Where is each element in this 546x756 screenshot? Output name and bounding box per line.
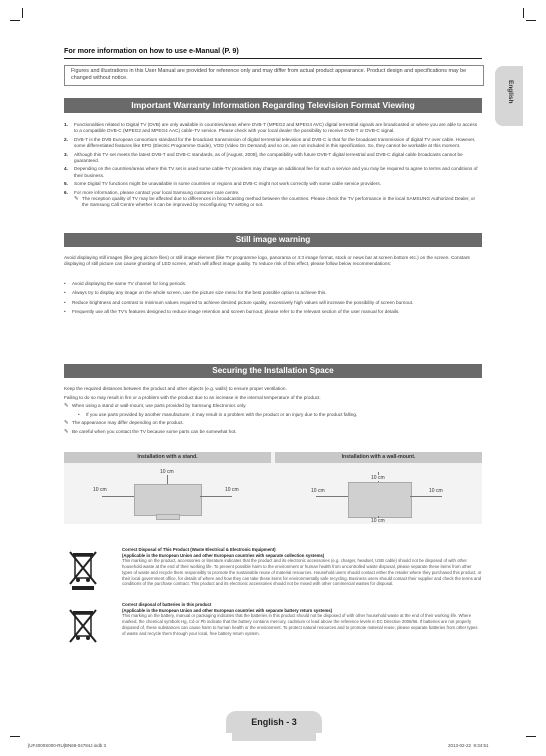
list-item bbox=[64, 181, 482, 187]
page-number-tab-base bbox=[232, 733, 316, 741]
item-number: 1. bbox=[64, 122, 68, 127]
item-number: 3. bbox=[64, 151, 68, 157]
list-item bbox=[64, 137, 482, 150]
dimension-label: 10 cm bbox=[429, 488, 443, 494]
installation-line: Keep the required distances between the product and other objects (e.g. walls) to ensure proper ventilation. bbox=[64, 386, 287, 391]
page-number-tab: English - 3 bbox=[226, 711, 322, 733]
note-text: The appearance may differ depending on the product. bbox=[72, 420, 184, 426]
battery-title: Correct disposal of batteries in this product bbox=[122, 602, 212, 607]
subnote-text: If you use parts provided by another manufacturer, it may result in a problem with the product or an injury due to the product falling. bbox=[86, 411, 358, 417]
language-tab-label: English bbox=[507, 80, 514, 104]
crop-mark bbox=[526, 736, 536, 737]
note-pencil-icon: ✎ bbox=[74, 195, 79, 202]
emanual-heading: For more information on how to use e-Manual (P. 9) bbox=[64, 46, 239, 55]
item-number: 6. bbox=[64, 189, 68, 195]
disclaimer-box: Figures and illustrations in this User Manual are provided for reference only and may differ from actual product appearance. Product design and specifications may be changed without notice. bbox=[64, 65, 484, 86]
battery-subtitle: (Applicable in the European Union and other European countries with separate battery return systems) bbox=[122, 607, 333, 613]
dimension-label: 10 cm bbox=[160, 469, 174, 475]
dimension-label: 10 cm bbox=[371, 475, 385, 481]
bullet-text: Frequently use all the TV's features designed to reduce image retention and screen burnout; please refer to the relevant section of the user manual for details. bbox=[72, 308, 400, 314]
item-text: Functionalities related to Digital TV (DVB) are only available in countries/areas where DVB-T (MPEG2 and MPEG4 AVC) digital terrestrial signals are broadcasted or where you are able to access to a compatible DVB-C (MPEG2 and MPEG4 AAC) cable-TV service. Please check with your local dealer the possibility to receive DVB-T or DVB-C signal. bbox=[74, 122, 478, 134]
item-number: 4. bbox=[64, 166, 68, 172]
tv-on-stand-illustration bbox=[134, 484, 202, 516]
bullet-icon: • bbox=[64, 308, 66, 314]
dimension-label: 10 cm bbox=[371, 518, 385, 524]
installation-diagram bbox=[64, 452, 482, 524]
heading-rule bbox=[64, 58, 482, 59]
list-item bbox=[64, 290, 482, 296]
dimension-arrow bbox=[316, 496, 348, 497]
bullet-icon: • bbox=[78, 411, 80, 417]
item-text: Some Digital TV functions might be unavailable in some countries or regions and DVB-C might not work correctly with some cable service providers. bbox=[74, 181, 382, 187]
list-item bbox=[64, 281, 482, 287]
print-slug-right: 2013-02-22 9:34:51 bbox=[448, 743, 489, 748]
dimension-label: 10 cm bbox=[225, 487, 239, 493]
dimension-arrow bbox=[102, 496, 134, 497]
stand-label: Installation with a stand. bbox=[64, 452, 271, 463]
print-slug-left: [UF4000S000-RU]BN68-04784J.indb 3 bbox=[28, 743, 107, 748]
still-image-title: Still image warning bbox=[64, 233, 482, 247]
dimension-arrow bbox=[167, 474, 168, 484]
bullet-icon: • bbox=[64, 290, 66, 296]
note-text: The reception quality of TV may be affected due to differences in broadcasting method between the countries. Please check the TV performance in the local SAMSUNG Authorized Dealer, or the Samsung Call Centre whether it can be improved by reconfiguring TV setting or not. bbox=[82, 195, 476, 208]
bullet-text: Reduce brightness and contrast to minimum values required to achieve desired picture quality, excessively high values will increase the possibility of screen burnout. bbox=[72, 299, 414, 305]
weee-body: This marking on the product, accessories or literature indicates that the product and its electronic accessories (e.g. charger, headset, USB cable) should not be disposed of with other household waste at the end of their working life. To prevent possible harm to the environment or human health from uncontrolled waste disposal, please separate these items from other types of waste and recycle them responsibly to promote the sustainable reuse of material resources. Household users should contact either the retailer where they purchased this product, or their local government office, for details of where and how they can take these items for environmentally safe recycling. Business users should contact their supplier and check the terms and conditions of the purchase contract. This product and its electronic accessories should not be mixed with other commercial wastes for disposal. bbox=[122, 558, 482, 587]
crop-mark bbox=[526, 20, 536, 21]
installation-note bbox=[64, 420, 482, 426]
installation-title: Securing the Installation Space bbox=[64, 364, 482, 378]
dimension-label: 10 cm bbox=[311, 488, 325, 494]
dimension-label: 10 cm bbox=[93, 487, 107, 493]
item-text: DVB-T is the DVB European consortium standard for the broadcast transmission of digital terrestrial television and DVB-C is that for the broadcast transmission of digital TV over cable. However, some differentiated features like EPG (Electric Programme Guide), VOD (Video On Demand) and so on, are not included in this specification. So, they cannot be workable at this moment. bbox=[74, 136, 476, 149]
weee-disposal-text bbox=[122, 547, 482, 587]
item-text: Depending on the countries/areas where this TV set is used some cable-TV providers may charge an additional fee for such a service and you may be required to agree to terms and conditions of their business. bbox=[74, 166, 478, 178]
note-pencil-icon: ✎ bbox=[64, 428, 69, 435]
warranty-note bbox=[64, 196, 482, 209]
still-image-bullets bbox=[64, 281, 482, 318]
crop-mark bbox=[22, 8, 23, 18]
installation-note bbox=[64, 429, 482, 435]
warranty-list bbox=[64, 122, 482, 209]
battery-disposal-text bbox=[122, 602, 482, 636]
bullet-text: Avoid displaying the same TV channel for long periods. bbox=[72, 281, 187, 286]
note-text: Be careful when you contact the TV because some parts can be somewhat hot. bbox=[72, 428, 237, 434]
crossed-out-bin-icon bbox=[66, 548, 100, 592]
language-tab bbox=[495, 66, 523, 126]
weee-title: Correct Disposal of This Product (Waste Electrical & Electronic Equipment) bbox=[122, 547, 276, 552]
dimension-arrow bbox=[410, 496, 442, 497]
list-item bbox=[64, 309, 482, 315]
crossed-out-battery-bin-icon bbox=[66, 606, 100, 650]
weee-subtitle: (Applicable in the European Union and other European countries with separate collection systems) bbox=[122, 552, 325, 558]
installation-note bbox=[64, 403, 482, 409]
battery-body: This marking on the battery, manual or packaging indicates that the batteries in this product should not be disposed of with other household waste at the end of their working life. Where marked, the chemical symbols Hg, Cd or Pb indicate that the battery contains mercury, cadmium or lead above the reference levels in EC Directive 2006/66. If batteries are not properly disposed of, these substances can cause harm to human health or the environment. To protect natural resources and to promote material reuse, please separate batteries from other types of waste and recycle them through your local, free battery return system. bbox=[122, 613, 478, 636]
note-pencil-icon: ✎ bbox=[64, 403, 69, 410]
list-item bbox=[64, 300, 482, 306]
still-image-intro: Avoid displaying still images (like jpeg picture files) or still image element (like TV programme logo, panorama or 4:3 image format, stock or news bar at screen bottom etc.) on the screen. Constant displaying of still picture can cause ghosting of LED screen, which will affect image quality. To reduce risk of this effect, please follow below recommendations: bbox=[64, 255, 470, 267]
dimension-arrow bbox=[200, 496, 232, 497]
item-text: Although this TV set meets the latest DVB-T and DVB-C standards, as of [August, 2008], the compatibility with future DVB-T digital terrestrial and DVB-C digital cable broadcasts cannot be guaranteed. bbox=[74, 151, 463, 163]
list-item bbox=[64, 166, 482, 179]
list-item bbox=[64, 122, 482, 135]
installation-line: Failing to do so may result in fire or a problem with the product due to an increase in the internal temperature of the product. bbox=[64, 394, 321, 400]
bullet-icon: • bbox=[64, 281, 66, 286]
wall-mount-label: Installation with a wall-mount. bbox=[275, 452, 482, 463]
item-text: For more information, please contact your local Samsung customer care centre. bbox=[74, 189, 240, 195]
crop-mark bbox=[10, 20, 20, 21]
installation-subnote bbox=[64, 412, 482, 418]
item-number: 2. bbox=[64, 136, 68, 142]
warranty-title: Important Warranty Information Regarding Television Format Viewing bbox=[64, 98, 482, 113]
crop-mark bbox=[523, 8, 524, 18]
note-pencil-icon: ✎ bbox=[64, 420, 69, 427]
tv-stand-base bbox=[156, 514, 180, 520]
installation-text bbox=[64, 386, 482, 438]
crop-mark bbox=[10, 736, 20, 737]
list-item bbox=[64, 152, 482, 165]
item-number: 5. bbox=[64, 181, 68, 187]
bullet-text: Always try to display any image on the whole screen, use the picture size menu for the best possible option to achieve this. bbox=[72, 290, 327, 296]
tv-wall-mount-illustration bbox=[348, 482, 412, 518]
bullet-icon: • bbox=[64, 299, 66, 305]
note-text: When using a stand or wall-mount, use parts provided by Samsung Electronics only. bbox=[72, 403, 247, 409]
